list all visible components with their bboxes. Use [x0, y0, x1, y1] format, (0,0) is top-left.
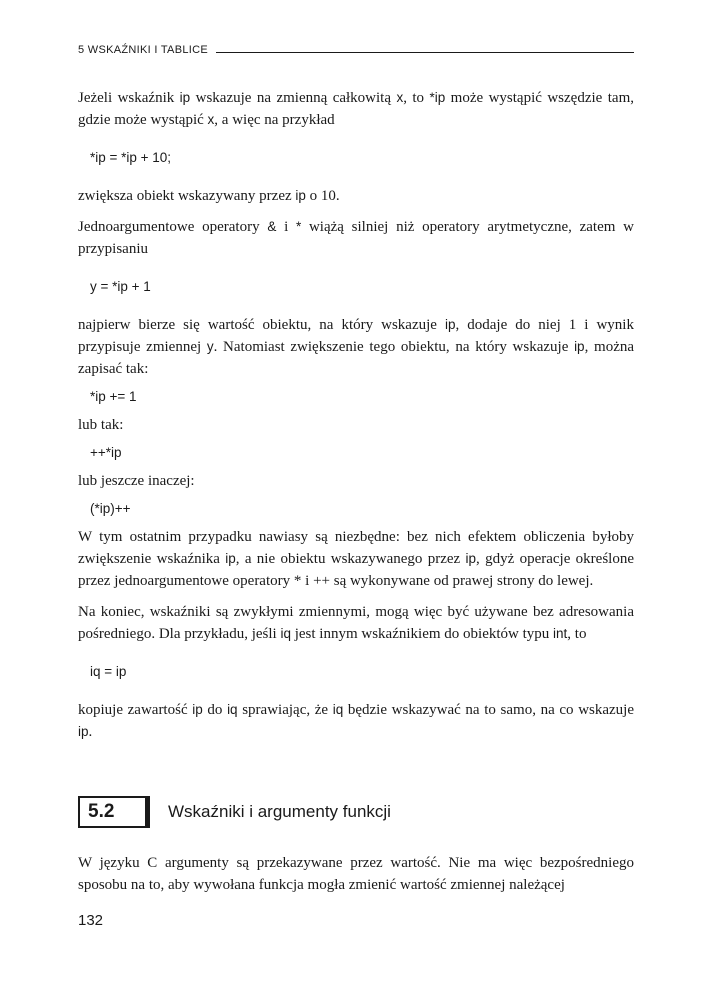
- text-run: może wystąpić wszędzie tam, gdzie może wystąpić: [78, 90, 634, 128]
- inline-code: *: [295, 219, 302, 234]
- inline-code: iq: [280, 626, 291, 641]
- paragraph-1: [78, 87, 634, 131]
- paragraph-3: [78, 216, 634, 260]
- code-example-2: y = *ip + 1: [90, 279, 151, 294]
- text-run: i: [301, 573, 314, 589]
- running-head: [78, 44, 634, 56]
- text-run: Jeżeli wskaźnik: [78, 90, 180, 106]
- text-run: do: [202, 702, 228, 718]
- inline-code: *ip: [429, 90, 446, 105]
- section-number-box: [78, 796, 150, 828]
- inline-code: ip: [78, 724, 89, 739]
- text-run: Jednoargumentowe operatory: [78, 219, 268, 235]
- text-run: W tym ostatnim przypadku nawiasy są niezbędne: bez nich efektem obliczenia byłoby zwiększenie wskaźnika: [78, 529, 634, 567]
- section-number: 5.2: [88, 801, 115, 822]
- text-run: o 10.: [305, 188, 340, 204]
- inline-code: *: [293, 573, 302, 589]
- inline-code: iq: [227, 702, 238, 717]
- paragraph-10: W języku C argumenty są przekazywane przez wartość. Nie ma więc bezpośredniego sposobu na to, aby wywołana funkcja mogła zmienić wartość zmiennej należącej: [78, 855, 634, 893]
- text-run: , dodaje do niej 1 i wynik przypisuje zmiennej: [78, 317, 634, 355]
- text-run: zwiększa obiekt wskazywany przez: [78, 188, 296, 204]
- text-run: , można zapisać tak:: [78, 339, 635, 377]
- running-head-text: 5 WSKAŹNIKI I TABLICE: [78, 44, 208, 56]
- inline-code: ++: [313, 573, 330, 589]
- inline-code: ip: [192, 702, 203, 717]
- inline-code: x: [396, 90, 404, 105]
- text-run: są wykonywane od prawej strony do lewej.: [329, 573, 594, 589]
- text-run: , a nie obiektu wskazywanego przez: [235, 551, 466, 567]
- inline-code: ip: [444, 317, 456, 332]
- inline-code: x: [207, 112, 215, 127]
- text-run: , gdyż operacje określone przez jednoargumentowe operatory: [78, 551, 635, 589]
- text-run: jest innym wskaźnikiem do obiektów typu: [290, 626, 554, 642]
- text-run: kopiuje zawartość: [78, 702, 193, 718]
- section-text: [78, 852, 634, 896]
- text-run: wskazuje na zmienną całkowitą: [190, 90, 397, 106]
- code-example-3: *ip += 1: [90, 389, 137, 404]
- text-run: i: [276, 219, 296, 235]
- paragraph-8: [78, 601, 634, 645]
- running-head-rule: [216, 52, 634, 53]
- text-run: .: [88, 724, 93, 740]
- inline-code: ip: [225, 551, 236, 566]
- code-example-5: (*ip)++: [90, 501, 131, 516]
- inline-code: int: [553, 626, 568, 641]
- paragraph-9: [78, 699, 634, 743]
- paragraph-4: [78, 314, 634, 380]
- text-run: , to: [403, 90, 430, 106]
- paragraph-7: [78, 526, 634, 592]
- inline-code: ip: [574, 339, 585, 354]
- paragraph-5: lub tak:: [78, 417, 124, 433]
- text-run: wiążą silniej niż operatory arytmetyczne, zatem w przypisaniu: [78, 219, 634, 257]
- paragraph-6: lub jeszcze inaczej:: [78, 473, 195, 489]
- text-run: najpierw bierze się wartość obiektu, na który wskazuje: [78, 317, 445, 333]
- text-run: , a więc na przykład: [214, 112, 335, 128]
- inline-code: &: [267, 219, 277, 234]
- inline-code: ip: [179, 90, 191, 105]
- section-heading: [78, 794, 634, 830]
- code-example-6: iq = ip: [90, 664, 127, 679]
- text-run: sprawiając, że: [237, 702, 333, 718]
- inline-code: y: [206, 339, 214, 354]
- inline-code: ip: [465, 551, 477, 566]
- page-number: 132: [78, 912, 104, 929]
- main-text: [78, 87, 634, 743]
- paragraph-2: [78, 185, 634, 207]
- inline-code: iq: [332, 702, 344, 717]
- text-run: Na koniec, wskaźniki są zwykłymi zmiennymi, mogą więc być używane bez adresowania pośredniego. Dla przykładu, jeśli: [78, 604, 634, 642]
- code-example-4: ++*ip: [90, 445, 122, 460]
- inline-code: ip: [295, 188, 306, 203]
- text-run: . Natomiast zwiększenie tego obiektu, na który wskazuje: [213, 339, 575, 355]
- text-run: będzie wskazywać na to samo, na co wskazuje: [343, 702, 634, 718]
- code-example-1: *ip = *ip + 10;: [90, 150, 172, 165]
- text-run: , to: [567, 626, 587, 642]
- section-title: Wskaźniki i argumenty funkcji: [168, 802, 391, 821]
